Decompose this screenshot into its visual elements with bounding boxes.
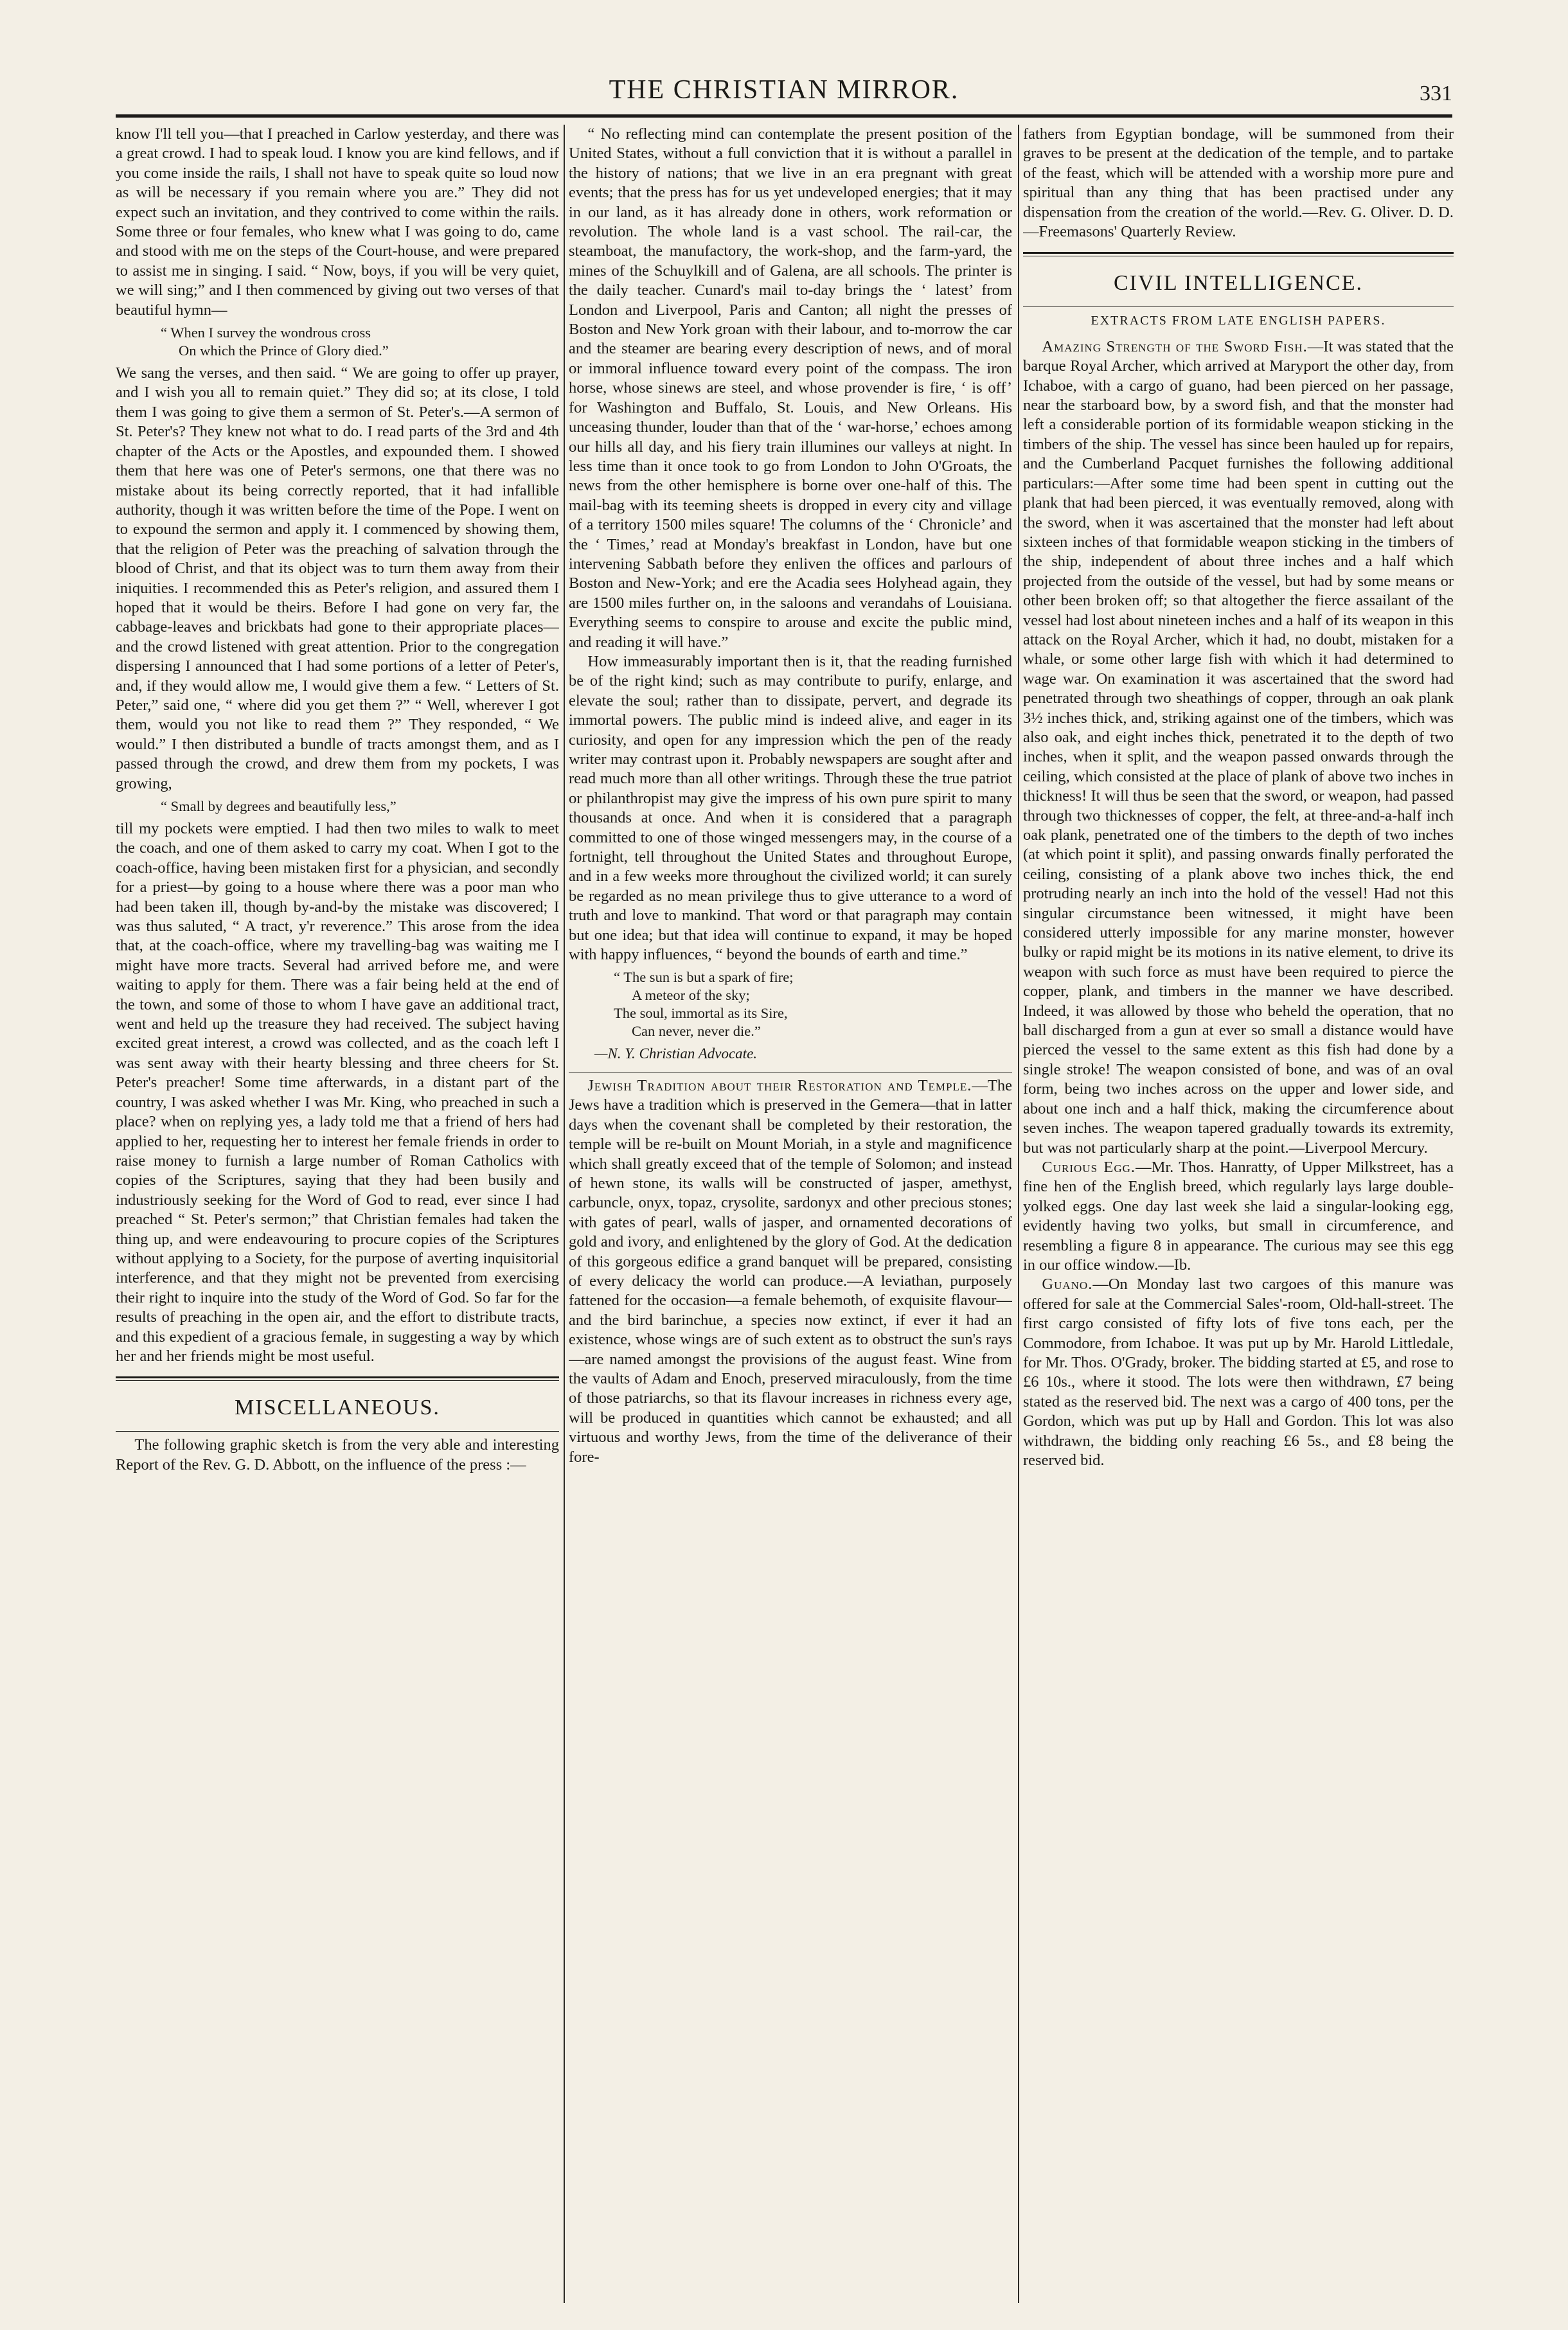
col2-paragraph-1: “ No reflecting mind can contemplate the present position of the United States, without a full conviction that it is without a parallel in the history of nations; that we live in an era pregnant with great events; that the press has for us yet undeveloped energies; that it may in our land, as it has already done in others, work reformation or revolution. The whole land is a vast school. The rail-car, the steamboat, the manufactory, the work-shop, and the farm-yard, the mines of the Schuylkill and of Galena, are all schools. The printer is the daily teacher. Cunard's mail to-day brings the ‘ latest’ from London and Liverpool, Paris and Canton; all night the presses of Boston and New York groan with their labour, and to-morrow the car and the steamer are bearing every description of news, and of moral or immoral influence toward every point of the compass. The iron horse, whose sinews are steel, and whose provender is fire, ‘ is off’ for Washington and Buffalo, St. Louis, and New Orleans. His unceasing thunder, louder than that of the ‘ war-horse,’ echoes among our hills all day, and his fiery train illumines our valleys at night. In less time than it once took to go from London to John O'Groats, the news from the other hemisphere is borne over one-half of this. The mail-bag with its teeming sheets is dropped in every city and village of a territory 1500 miles square! The columns of the ‘ Chronicle’ and the ‘ Times,’ read at Monday's breakfast in London, have but one intervening Sabbath before they enliven the offices and parlours of Boston and New-York; and ere the Acadia sees Holyhead again, they are 1500 miles further on, in the saloons and verandahs of Louisiana. Everything seems to conspire to arouse and excite the public mind, and reading it will have.” [569, 125, 1012, 651]
column-rule-2 [1018, 125, 1019, 2303]
section-divider [116, 1376, 559, 1381]
column-3 [1023, 125, 1454, 2303]
col3-article-sword-fish [1023, 337, 1454, 1158]
col2-verse [614, 968, 1012, 1040]
section-heading-miscellaneous: MISCELLANEOUS. [235, 1396, 440, 1420]
col3-article-guano [1023, 1275, 1454, 1470]
verse-line: “ Small by degrees and beautifully less,” [161, 798, 396, 814]
article-body: —On Monday last two cargoes of this manure was offered for sale at the Commercial Sales'-room, Old-hall-street. The first cargo consisted of fifty lots of five tons each, per the Commodore, from Ichaboe. It was put up by Mr. Harold Littledale, for Mr. Thos. O'Grady, broker. The bidding started at £5, and rose to £6 10s., where it stood. The lots were then withdrawn, £7 being stated as the reserved bid. The next was a cargo of 400 tons, per the Gordon, which was put up by Hall and Gordon. This lot was also withdrawn, the bidding only reaching £6 5s., and £8 being the reserved bid. [1023, 1276, 1454, 1469]
running-title: THE CHRISTIAN MIRROR. [609, 75, 959, 105]
col3-article-curious-egg [1023, 1158, 1454, 1275]
col3-paragraph-1: fathers from Egyptian bondage, will be summoned from their graves to be present at the dedication of the temple, and to partake of the feast, which will be attended with a worship more pure and spiritual than any thing that has been practised under any dispensation from the creation of the world.—Rev. G. Oliver. D. D.—Freemasons' Quarterly Review. [1023, 125, 1454, 241]
col2-attribution: —N. Y. Christian Advocate. [594, 1045, 758, 1062]
column-rule-1 [564, 125, 565, 2303]
column-1 [116, 125, 559, 2303]
article-title: Jewish Tradition about their Restoration and Temple. [587, 1076, 972, 1094]
page-header [116, 72, 1452, 111]
section-heading-civil-intelligence: CIVIL INTELLIGENCE. [1114, 271, 1363, 296]
article-title: Guano. [1042, 1276, 1093, 1294]
verse-line: On which the Prince of Glory died.” [179, 342, 389, 359]
col1-verse-1 [161, 324, 559, 360]
verse-line: Can never, never die.” [632, 1023, 761, 1040]
subheading-extracts: EXTRACTS FROM LATE ENGLISH PAPERS. [1091, 314, 1386, 328]
verse-line: A meteor of the sky; [632, 987, 750, 1004]
article-title: Curious Egg. [1042, 1158, 1136, 1176]
col1-paragraph-1: know I'll tell you—that I preached in Carlow yesterday, and there was a great crowd. I had to speak loud. I know you are kind fellows, and if you come inside the rails, I shall not have to speak quite so loud now as will be necessary if you remain where you are.” They did not expect such an invitation, and they contrived to come within the rails. Some three or four females, who knew what I was going to do, came and stood with me on the steps of the Court-house, and were prepared to assist me in singing. I said. “ Now, boys, if you will be very quiet, we will sing;” and I then commenced by giving out two verses of that beautiful hymn— [116, 125, 559, 319]
section-divider [1023, 252, 1454, 256]
verse-line: “ When I survey the wondrous cross [161, 325, 371, 341]
article-body: —It was stated that the barque Royal Archer, which arrived at Maryport the other day, from Ichaboe, with a cargo of guano, had been pierced on her passage, near the starboard bow, by a sword fish, and that the monster had left a considerable portion of its formidable weapon sticking in the timbers of the ship. The vessel has since been hauled up for repairs, and the Cumberland Pacquet furnishes the following additional particulars:—After some time had been spent in cutting out the plank that had been pierced, it was eventually removed, along with the sword, when it was ascertained that the monster had left about sixteen inches of that formidable weapon sticking in the timbers of the ship, independent of about three inches and a half which projected from the outside of the vessel, but had by some means or other been broken off; so that altogether the fierce assailant of the vessel had lost about nineteen inches and a half of its weapon in this attack on the Royal Archer, which it had, no doubt, mistaken for a whale, or some other large fish with which it had determined to wage war. On examination it was ascertained that the sword had penetrated through two sheathings of copper, through an oak plank 3½ inches thick, and, striking against one of the timbers, which was also oak, and eight inches thick, penetrated it to the depth of two inches, when it split, and the weapon passed onwards through the ceiling, which consisted at the place of plank of above two inches in thickness! It will thus be seen that the sword, or weapon, had passed through two thicknesses of copper, the felt, at three-and-a-half inch oak plank, penetrated one of the timbers to the depth of two inches (at which point it split), and passing onwards finally perforated the ceiling, consisting of a plank above two inches thick, the end protruding nearly an inch into the hold of the vessel! Had not this singular circumstance been witnessed, it might have been considered utterly impossible for any marine monster, however bulky or rapid might be its motions in its native element, to drive its weapon with such force as must have been required to pierce the copper, plank, and timbers in the manner we have described. Indeed, it was allowed by those who beheld the operation, that no ball discharged from a gun at ever so small a distance would have pierced the vessel to the same extent as this fish had done by a single stroke! The weapon consisted of bone, and was of an oval form, being two inches across on the upper and lower side, and about one inch and a half thick, making the circumference about seven inches. The weapon tapered gradually towards its extremity, but was not particularly sharp at the point.—Liverpool Mercury. [1023, 337, 1454, 1157]
col1-paragraph-4: The following graphic sketch is from the very able and interesting Report of the Rev. G. D. Abbott, on the influence of the press :— [116, 1436, 559, 1473]
page-number: 331 [1420, 82, 1452, 105]
article-body: —The Jews have a tradition which is preserved in the Gemera—that in latter days when the covenant shall be completed by their restoration, the temple will be re-built on Mount Moriah, in a style and magnificence which shall greatly exceed that of the temple of Solomon; and instead of hewn stone, its walls will be constructed of jasper, amethyst, carbuncle, onyx, topaz, crysolite, sardonyx and other precious stones; with gates of pearl, walls of jasper, and ornamented decorations of gold and ivory, and enlightened by the glory of God. At the dedication of this gorgeous edifice a grand banquet will be prepared, consisting of every delicacy the world can produce.—A leviathan, purposely fattened for the occasion—a female behemoth, of exquisite flavour—and the bird barinchue, a species now extinct, if ever it had an existence, whose wings are of such extent as to obstruct the sun's rays—are named amongst the provisions of the august feast. Wine from the vaults of Adam and Enoch, preserved miraculously, from the time of those patriarchs, so that its flavour increases in richness every age, will be produced in quantities which cannot be exhausted; and all virtuous and worthy Jews, from the time of the deliverance of their fore- [569, 1076, 1012, 1466]
article-body: —Mr. Thos. Hanratty, of Upper Milkstreet, has a fine hen of the English breed, which regularly lays large double-yolked eggs. One day last week she laid a singular-looking egg, evidently having two yolks, but small in circumference, and resembling a figure 8 in appearance. The curious may see this egg in our office window.—Ib. [1023, 1158, 1454, 1274]
col1-paragraph-3: till my pockets were emptied. I had then two miles to walk to meet the coach, and one of them asked to carry my coat. When I got to the coach-office, having been mistaken first for a physician, and secondly for a priest—by going to a house where there was a poor man who had been taken ill, though by-and-by the mistake was discovered; I was thus saluted, “ A tract, y'r reverence.” This arose from the idea that, at the coach-office, where my travelling-bag was waiting me I might have more tracts. Several had arrived before me, and were waiting to apply for them. There was a fair being held at the end of the town, and some of those to whom I have gave an additional tract, went and held up the treasure they had received. The subject having excited great interest, a crowd was collected, and as the coach left I was sent away with their hearty blessing and three cheers for St. Peter's preacher! Some time afterwards, in a distant part of the country, I was asked whether I was Mr. King, who preached in such a place? when on replying yes, a lady told me that a friend of hers had applied to her, requesting her to interest her female friends in order to raise money to furnish a large number of Roman Catholics with copies of the Scriptures, saying that they had been busily and industriously seeking for the Word of God to read, ever since I had preached “ St. Peter's sermon;” that Christian females had taken the thing up, and were endeavouring to procure copies of the Scriptures without applying to a Society, for the purpose of averting inquisitorial interference, and that they might not be prevented from exercising their right to inquire into the study of the Word of God. So far for the results of preaching in the open air, and the effort to distribute tracts, and this expedient of a gracious female, in suggesting a way by which her and her friends might be most useful. [116, 820, 559, 1365]
column-2 [569, 125, 1012, 2303]
col1-verse-2 [161, 797, 559, 815]
verse-line: “ The sun is but a spark of fire; [614, 969, 794, 986]
verse-line: The soul, immortal as its Sire, [614, 1005, 788, 1022]
col1-paragraph-2: We sang the verses, and then said. “ We are going to offer up prayer, and I wish you all to remain quiet.” They did so; at its close, I told them I was going to give them a sermon of St. Peter's.—A sermon of St. Peter's? They knew not what to do. I read parts of the 3rd and 4th chapter of the Acts or the Apostles, and expounded them. I showed them that here was one of Peter's sermons, one that there was no mistake about its being correctly reported, that it had infallible authority, though it was written before the time of the Pope. I went on to expound the sermon and apply it. I commenced by showing them, that the religion of Peter was the preaching of salvation through the blood of Christ, and that its object was to turn them away from their iniquities. I recommended this as Peter's religion, and assured them I hoped that it would be theirs. Before I had gone on very far, the cabbage-leaves and brickbats had gone to their appropriate places—and the crowd listened with great attention. Prior to the congregation dispersing I announced that I had some portions of a letter of Peter's, and, if they would allow me, I would give them a few. “ Letters of St. Peter,” said one, “ where did you get them ?” “ Well, wherever I got them, would you not like to read them ?” They responded, “ We would.” I then distributed a bundle of tracts amongst them, and as I passed through the crowd, and drew them from my pockets, I was growing, [116, 364, 559, 792]
col2-article-jewish-tradition [569, 1076, 1012, 1467]
article-title: Amazing Strength of the Sword Fish. [1042, 337, 1308, 355]
header-rule [116, 114, 1452, 118]
col2-paragraph-2: How immeasurably important then is it, that the reading furnished be of the right kind; such as may contribute to purify, enlarge, and elevate the soul; rather than to dissipate, pervert, and degrade its immortal powers. The public mind is indeed alive, and eager in its curiosity, and open for any impression which the pen of the ready writer may contrast upon it. Probably newspapers are sought after and read much more than all other writings. Through these the true patriot or philanthropist may give the impress of his own pure spirit to many thousands at once. And when it is considered that a paragraph committed to one of those winged messengers may, in the course of a fortnight, tell throughout the United States and throughout Europe, and in a few weeks more throughout the civilized world; it can surely be regarded as no mean privilege thus to give utterance to a word of truth and love to mankind. That word or that paragraph may contain but one idea; but that idea will continue to expand, it may be hoped with happy influences, “ beyond the bounds of earth and time.” [569, 652, 1012, 964]
section-divider-thin [116, 1431, 559, 1432]
